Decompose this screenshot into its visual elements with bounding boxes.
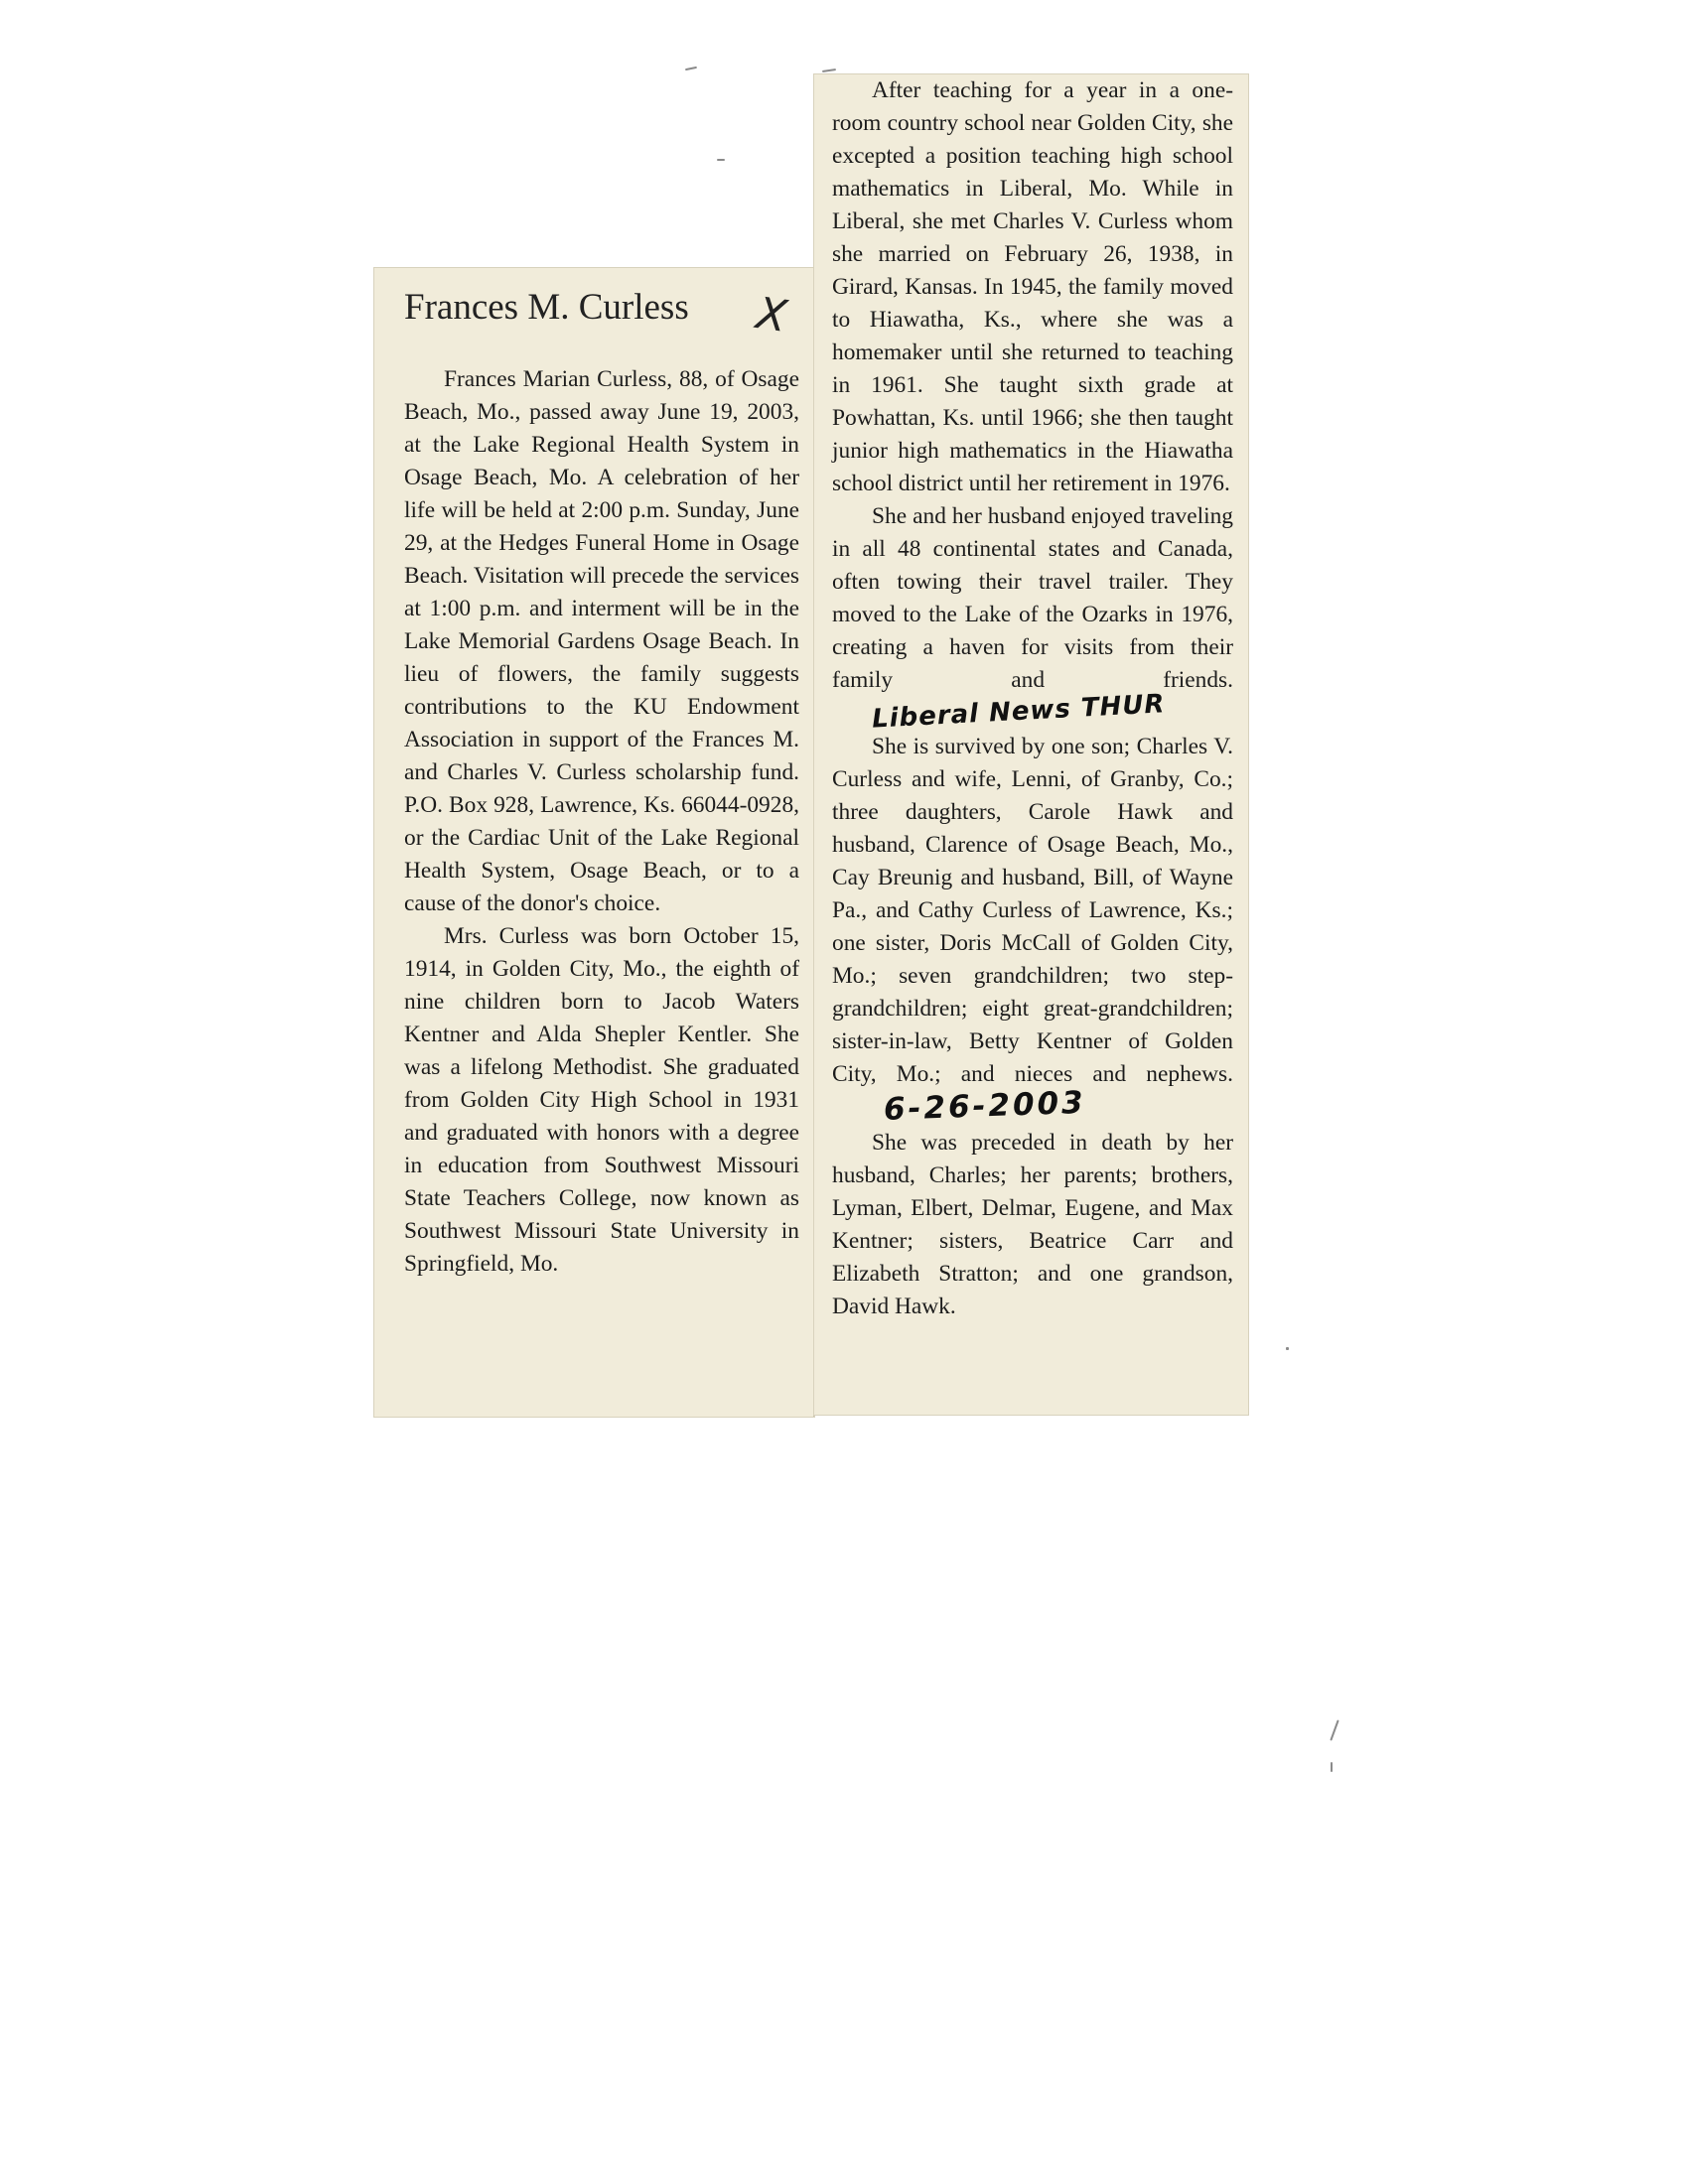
scan-speck: [1286, 1347, 1289, 1350]
obituary-title: Frances M. Curless: [404, 287, 689, 328]
paragraph-survivors-text: She is survived by one son; Charles V. Curless and wife, Lenni, of Granby, Co.; three daughters, Carole Hawk and husband, Clarence of Osage Beach, Mo., Cay Breunig and husband, Bill, of Wayne Pa., and Cathy Curless of Lawrence, Ks.; one sister, Doris McCall of Golden City, Mo.; seven grandchildren; two step-grandchildren; eight great-grandchildren; sister-in-law, Betty Kentner of Golden City, Mo.; and nieces and nephews.: [832, 734, 1233, 1087]
scan-speck: [717, 159, 725, 161]
clipping-right-column: [814, 74, 1248, 1415]
clipping-left-column: [374, 268, 814, 1417]
paragraph-survivors: [832, 731, 1233, 1127]
scan-speck: [1331, 1762, 1333, 1772]
paragraph-career: After teaching for a year in a one-room country school near Golden City, she excepted a position teaching high school mathematics in Liberal, Mo. While in Liberal, she met Charles V. Curless whom she married on February 26, 1938, in Girard, Kansas. In 1945, the family moved to Hiawatha, Ks., where she was a homemaker until she returned to teaching in 1961. She taught sixth grade at Powhattan, Ks. until 1966; she then taught junior high mathematics in the Hiawatha school district until her retirement in 1976.: [832, 77, 1233, 496]
paragraph-travel: [832, 500, 1233, 735]
paragraph-early-life: Mrs. Curless was born October 15, 1914, in Golden City, Mo., the eighth of nine children born to Jacob Waters Kentner and Alda Shepler Kentler. She was a lifelong Methodist. She graduated from Golden City High School in 1931 and graduated with honors with a degree in education from Southwest Missouri State Teachers College, now known as Southwest Missouri State University in Springfield, Mo.: [404, 923, 799, 1277]
scan-speck: [1330, 1719, 1338, 1740]
paragraph-preceded: She was preceded in death by her husband, Charles; her parents; brothers, Lyman, Elbert, Delmar, Eugene, and Max Kentner; sisters, Beatrice Carr and Elizabeth Stratton; and one grandson, David Hawk.: [832, 1130, 1233, 1319]
paragraph-announcement: Frances Marian Curless, 88, of Osage Beach, Mo., passed away June 19, 2003, at the Lake Regional Health System in Osage Beach, Mo. A celebration of her life will be held at 2:00 p.m. Sunday, June 29, at the Hedges Funeral Home in Osage Beach. Visitation will precede the services at 1:00 p.m. and interment will be in the Lake Memorial Gardens Osage Beach. In lieu of flowers, the family suggests contributions to the KU Endowment Association in support of the Frances M. and Charles V. Curless scholarship fund. P.O. Box 928, Lawrence, Ks. 66044-0928, or the Cardiac Unit of the Lake Regional Health System, Osage Beach, or to a cause of the donor's choice.: [404, 366, 799, 916]
handwritten-date: 6-26-2003: [883, 1084, 1087, 1128]
handwritten-x-mark: X: [753, 288, 790, 342]
left-column-text: [404, 363, 799, 1281]
handwritten-source-note: Liberal News THUR: [871, 689, 1167, 735]
scan-speck: [822, 68, 836, 72]
paragraph-travel-text: She and her husband enjoyed traveling in all 48 continental states and Canada, often towing their travel trailer. They moved to the Lake of the Ozarks in 1976, creating a haven for visits from their family and friends.: [832, 503, 1233, 693]
right-column-text: [832, 74, 1233, 1323]
scan-speck: [685, 67, 697, 70]
